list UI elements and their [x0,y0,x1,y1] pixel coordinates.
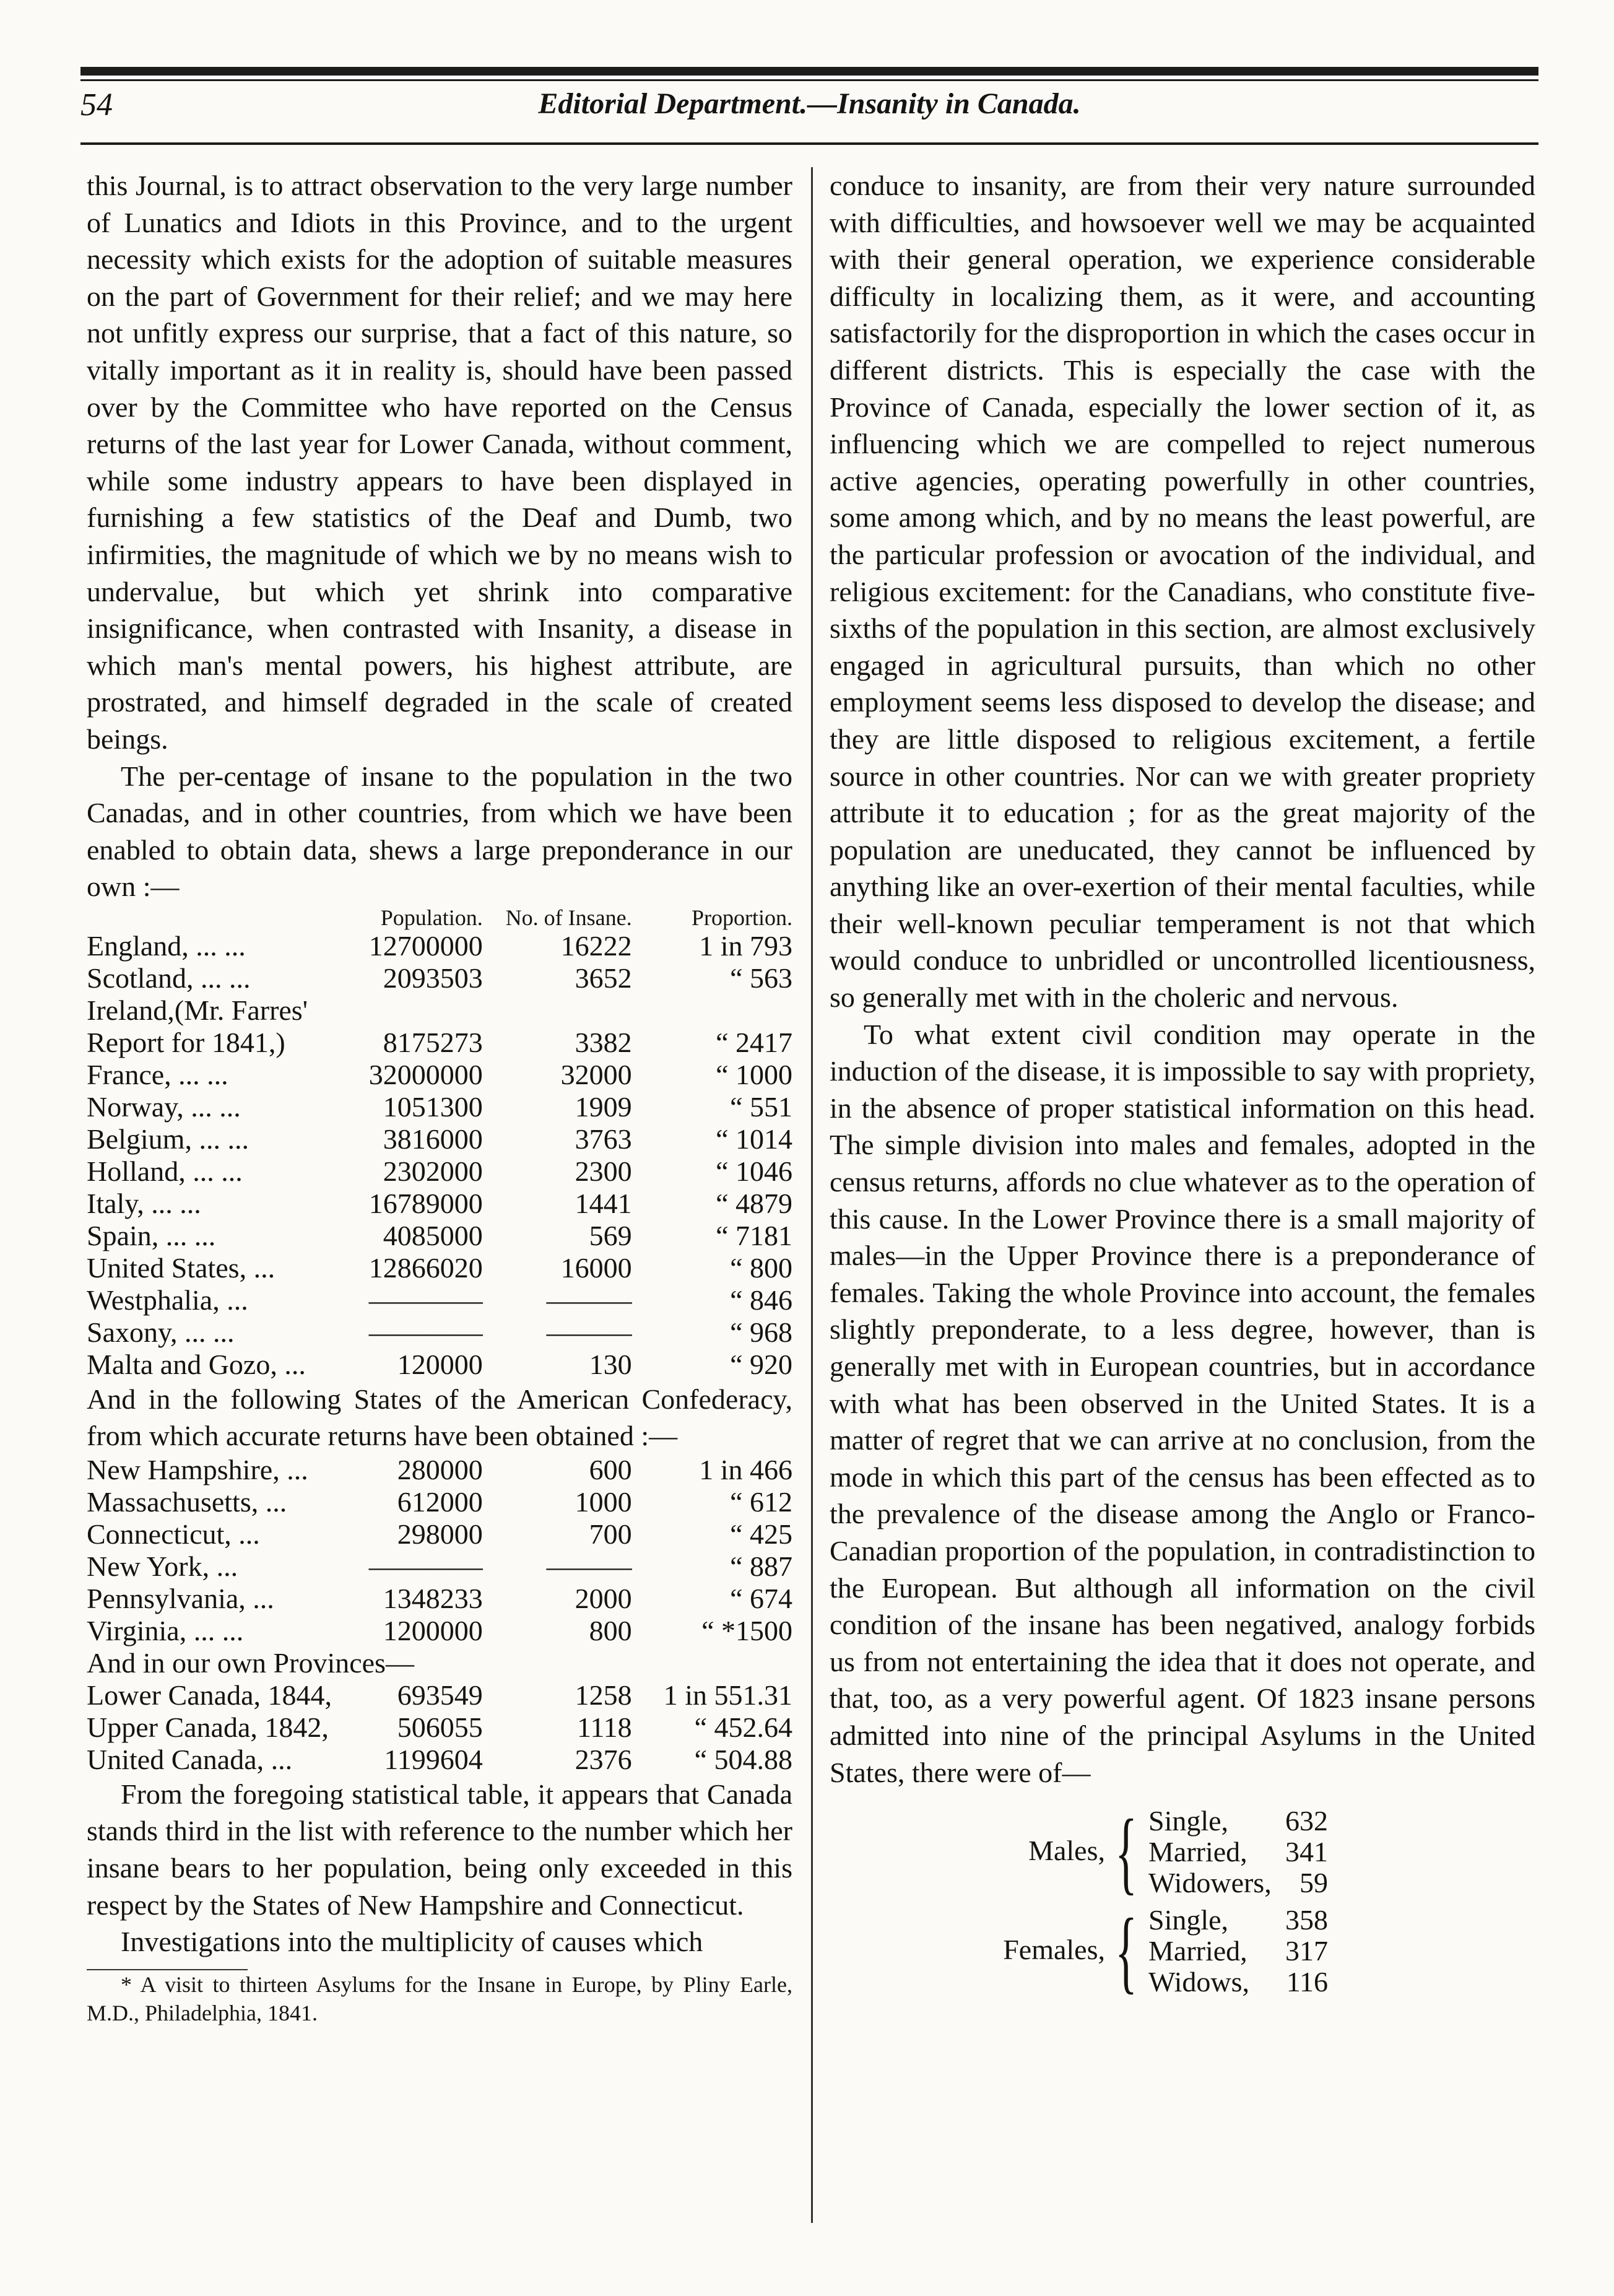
page-header [80,87,1538,136]
table-row [87,1059,792,1091]
row-insane: 2300 [575,1155,632,1187]
row-population: 2093503 [383,962,483,994]
right-paragraph-2: To what extent civil condition may operate in the induction of the disease, it is impossible to say with propriety, in the absence of proper statistical information on this head. The simple division into males and females, adopted in the census returns, affords no clue whatever as to the operation of this cause. In the Lower Province there is a small majority of males—in the Upper Province there is a preponderance of females. Taking the whole Province into account, the females slightly preponderate, to a less degree, however, than is generally met with in European countries, but in accordance with what has been observed in the United States. It is a matter of regret that we can arrive at no conclusion, from the mode in which this part of the census has been effected as to the prevalence of the disease among the Anglo or Franco-Canadian proportion of the population, in contradistinction to the European. But although all information on the civil condition of the insane has been negatived, analogy forbids us from not entertaining the idea that it does not operate, and that, too, as a very powerful agent. Of 1823 insane persons admitted into nine of the principal Asylums in the United States, there were of— [830,1018,1535,1788]
table-row [87,1027,792,1059]
table-row [87,1091,792,1123]
row-proportion: “ 504.88 [694,1743,792,1775]
row-name: Saxony, ... ... [87,1316,235,1348]
row-insane: 1909 [575,1090,632,1123]
row-name: New Hampshire, ... [87,1453,308,1485]
table-row [87,1316,792,1349]
table-note-row [87,1647,792,1679]
census-table-header [87,905,792,930]
left-paragraph-6: Investigations into the multiplicity of causes which [121,1926,703,1958]
col-header-insane: No. of Insane. [505,905,632,930]
table-row [87,1615,792,1647]
row-name: England, ... ... [87,929,246,962]
row-proportion: “ 452.64 [694,1711,792,1743]
left-paragraph-2: The per-centage of insane to the population in the two Canadas, and in other countries, from which we have been enabled to obtain data, shews a large preponderance in our own :— [87,760,792,903]
top-rule-thin [80,79,1538,81]
row-proportion: “ 4879 [716,1187,792,1219]
table-row [87,1711,792,1744]
row-population: ———— [368,1316,483,1348]
row-population: 3816000 [383,1123,483,1155]
males-group [994,1801,1340,1904]
left-column [87,167,792,2027]
row-insane: ——— [546,1284,632,1316]
row-name: Malta and Gozo, ... [87,1348,306,1380]
row-population: 32000000 [368,1058,483,1090]
brace-icon: { [1115,1900,1137,2003]
left-paragraph-3: And in the following States of the American Confederacy, from which accurate returns have been obtained :— [87,1383,792,1451]
row-population: 12700000 [368,929,483,962]
left-paragraph-4: And in our own Provinces— [87,1646,414,1679]
row-insane: 1258 [575,1679,632,1711]
row-population: 1200000 [383,1614,483,1646]
row-name: Massachusetts, ... [87,1485,287,1518]
row-insane: 16000 [560,1251,632,1284]
top-rule-thick [80,67,1538,76]
row-name: Westphalia, ... [87,1284,248,1316]
row-population [337,994,500,1027]
table-row [87,1220,792,1252]
row-proportion: 1 in 551.31 [663,1679,792,1711]
list-item: Widowers, 59 [1148,1867,1328,1899]
row-name: Spain, ... ... [87,1219,216,1251]
row-name: Belgium, ... ... [87,1123,249,1155]
table-row [87,1252,792,1284]
row-proportion: “ 1000 [716,1058,792,1090]
row-population: 693549 [397,1679,483,1711]
table-row [87,1550,792,1583]
page-number: 54 [80,87,113,123]
row-insane: 3382 [575,1026,632,1058]
row-name: Connecticut, ... [87,1518,260,1550]
table-row [87,1486,792,1518]
col-header-proportion: Proportion. [691,905,792,930]
row-proportion: “ 1046 [716,1155,792,1187]
left-paragraph-5: From the foregoing statistical table, it appears that Canada stands third in the list with reference to the number which her insane bears to her population, being only exceeded in this respect by the States of New Hampshire and Connecticut. [87,1778,792,1921]
row-name: Lower Canada, 1844, [87,1679,332,1711]
row-proportion: “ 846 [730,1284,792,1316]
row-insane: ——— [546,1316,632,1348]
header-rule [80,142,1538,145]
table-row [87,1349,792,1381]
row-insane: 3763 [575,1123,632,1155]
row-name: Scotland, ... ... [87,962,251,994]
row-proportion: “ 887 [730,1550,792,1582]
row-population: 612000 [397,1485,483,1518]
row-proportion: “ *1500 [701,1614,792,1646]
row-population: 4085000 [383,1219,483,1251]
right-paragraph-1: conduce to insanity, are from their very nature surrounded with difficulties, and howsoever well we may be acquainted with their general operation, we experience considerable difficulty in localizing them, as it were, and accounting satisfactorily for the disproportion in which the cases occur in different districts. This is especially the case with the Province of Canada, especially the lower section of it, as influencing which we are compelled to reject numerous active agencies, operating powerfully in other countries, some among which, and by no means the least powerful, are the particular profession or avocation of the individual, and religious excitement: for the Canadians, who constitute five-sixths of the population in this section, are almost exclusively engaged in agricultural pursuits, than which no other employment seems less disposed to develop the disease; and they are little disposed to religious excitement, a fertile source in other countries. Nor can we with greater propriety attribute it to education ; for as the great majority of the population are uneducated, they cannot be influenced by anything like an over-exertion of their mental faculties, while their well-known peculiar temperament is not that which would conduce to unbridled or uncontrolled licentiousness, so generally met with in the choleric and nervous. [830,170,1535,1014]
table-row [87,1583,792,1615]
row-insane: 600 [589,1453,632,1485]
table-row [87,1518,792,1550]
row-population: 2302000 [383,1155,483,1187]
row-population: 16789000 [368,1187,483,1219]
row-population: 12866020 [368,1251,483,1284]
row-name: Virginia, ... ... [87,1614,244,1646]
table-row [87,994,792,1027]
males-rows [1148,1806,1328,1898]
table-row [87,1155,792,1188]
row-proportion: “ 968 [730,1316,792,1348]
list-item: Single, 358 [1148,1904,1328,1936]
row-population: 1051300 [383,1090,483,1123]
row-proportion: “ 551 [730,1090,792,1123]
row-insane [500,994,653,1027]
list-item: Widows, 116 [1148,1966,1328,1998]
row-proportion [653,994,792,1027]
brace-icon: { [1115,1801,1137,1904]
row-proportion: “ 7181 [716,1219,792,1251]
row-insane: 2376 [575,1743,632,1775]
table-note-row [87,1381,792,1454]
row-name: United States, ... [87,1251,276,1284]
table-row [87,1188,792,1220]
row-population: 120000 [397,1348,483,1380]
row-name: New York, ... [87,1550,238,1582]
females-rows [1148,1905,1328,1998]
row-population: 280000 [397,1453,483,1485]
row-proportion: 1 in 466 [699,1453,792,1485]
table-row [87,962,792,994]
females-label: Females, [1003,1934,1105,1966]
row-name: Norway, ... ... [87,1090,241,1123]
row-insane: 1118 [577,1711,632,1743]
row-insane: 3652 [575,962,632,994]
row-insane: 569 [589,1219,632,1251]
row-insane: 1441 [575,1187,632,1219]
row-proportion: “ 425 [730,1518,792,1550]
list-item: Single, 632 [1148,1805,1328,1837]
row-population: 298000 [397,1518,483,1550]
left-paragraph-1: this Journal, is to attract observation to the very large number of Lunatics and Idiots in this Province, and to the urgent necessity which exists for the adoption of suitable measures on the part of Government for their relief; and we may here not unfitly express our surprise, that a fact of this nature, so vitally important as it in reality is, should have been passed over by the Committee who have reported on the Census returns of the last year for Lower Canada, without comment, while some industry appears to have been displayed in furnishing a few statistics of the Deaf and Dumb, two infirmities, the magnitude of which we by no means wish to undervalue, but which yet shrink into comparative insignificance, when contrasted with Insanity, a disease in which man's mental powers, his highest attribute, are prostrated, and himself degraded in the scale of created beings. [87,170,792,755]
list-item: Married, 341 [1148,1836,1328,1868]
row-insane: 2000 [575,1582,632,1614]
row-name: Ireland,(Mr. Farres' [87,994,308,1026]
row-population: ———— [368,1550,483,1582]
row-population: ———— [368,1284,483,1316]
footnote: * A visit to thirteen Asylums for the Insane in Europe, by Pliny Earle, M.D., Philadelphia, 1841. [87,1972,792,2025]
row-proportion: “ 800 [730,1251,792,1284]
row-insane: 1000 [575,1485,632,1518]
table-row [87,930,792,962]
row-insane: 800 [589,1614,632,1646]
row-insane: 32000 [560,1058,632,1090]
row-proportion: 1 in 793 [699,929,792,962]
table-row [87,1454,792,1486]
males-label: Males, [1028,1835,1105,1867]
col-header-population: Population. [380,905,483,930]
table-row [87,1679,792,1711]
row-name: Report for 1841,) [87,1026,285,1058]
civil-condition-table [830,1801,1535,2003]
row-population: 1348233 [383,1582,483,1614]
row-population: 8175273 [383,1026,483,1058]
row-insane: ——— [546,1550,632,1582]
census-table [87,905,792,1776]
row-proportion: “ 563 [730,962,792,994]
row-proportion: “ 920 [730,1348,792,1380]
row-proportion: “ 674 [730,1582,792,1614]
row-population: 506055 [397,1711,483,1743]
row-proportion: “ 612 [730,1485,792,1518]
row-name: France, ... ... [87,1058,228,1090]
column-divider [811,167,813,2223]
row-name: Pennsylvania, ... [87,1582,274,1614]
row-insane: 130 [589,1348,632,1380]
row-insane: 16222 [560,929,632,962]
row-name: United Canada, ... [87,1743,293,1775]
row-proportion: “ 2417 [716,1026,792,1058]
table-row [87,1123,792,1155]
females-group [994,1900,1340,2003]
row-name: Holland, ... ... [87,1155,243,1187]
table-row [87,1744,792,1776]
table-row [87,1284,792,1316]
row-insane: 700 [589,1518,632,1550]
list-item: Married, 317 [1148,1935,1328,1967]
row-proportion: “ 1014 [716,1123,792,1155]
running-head: Editorial Department.—Insanity in Canada. [538,87,1081,120]
row-population: 1199604 [384,1743,483,1775]
right-column [830,167,1535,2003]
row-name: Upper Canada, 1842, [87,1711,329,1743]
row-name: Italy, ... ... [87,1187,201,1219]
